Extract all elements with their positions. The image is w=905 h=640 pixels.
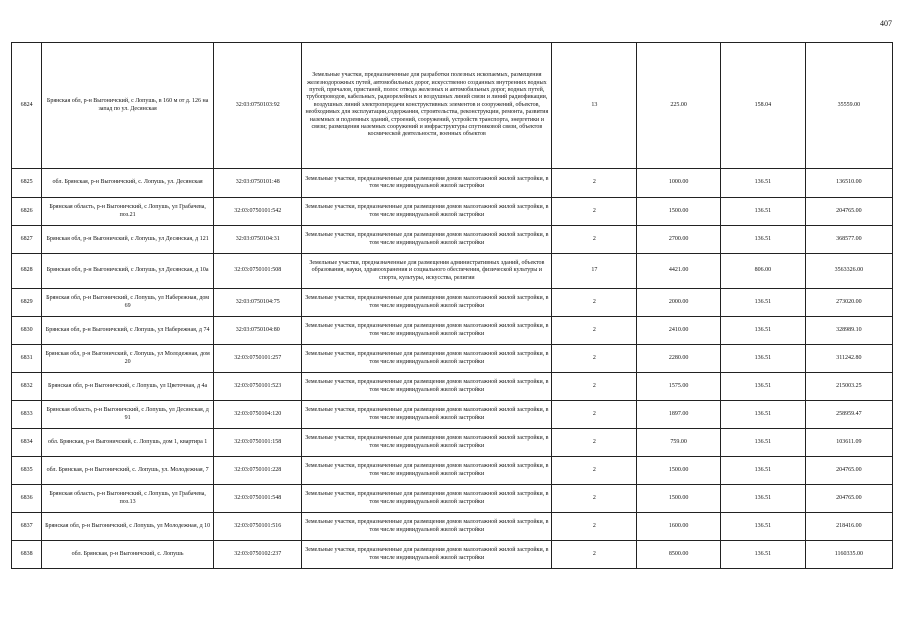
use-group-cell: 17 — [552, 254, 637, 289]
row-number-cell: 6828 — [12, 254, 42, 289]
table-row — [12, 317, 893, 345]
cadastral-number-cell: 32:03:0750101:523 — [214, 373, 302, 401]
specific-value-cell: 136.51 — [721, 457, 806, 485]
cadastral-value-cell: 311242.80 — [805, 345, 892, 373]
land-use-cell: Земельные участки, предназначенные для размещения домов малоэтажной жилой застройки, в том числе индивидуальной жилой застройки — [302, 226, 552, 254]
area-cell: 1600.00 — [637, 513, 721, 541]
land-use-cell: Земельные участки, предназначенные для разработки полезных ископаемых, размещения железнодорожных путей, автомобильных дорог, искусственно созданных внутренних водных путей, причалов, пристаней, полос отвода железных и автомобильных дорог, водных путей, трубопроводов, кабельных, радиорелейных и воздушных линий связи и линий радиофикации, воздушных линий электропередачи конструктивных элементов и сооружений, объектов, необходимых для эксплуатации,содержания, строительства, реконструкции, ремонта, развития наземных и подземных зданий, строений, сооружений, устройств транспорта, энергетики и связи; размещения наземных сооружений и инфраструктуры спутниковой связи, объектов космической деятельности, военных объектов — [302, 43, 552, 169]
cadastral-value-cell: 328989.10 — [805, 317, 892, 345]
cadastral-number-cell: 32:03:0750104:75 — [214, 289, 302, 317]
land-use-cell: Земельные участки, предназначенные для размещения домов малоэтажной жилой застройки, в том числе индивидуальной жилой застройки — [302, 317, 552, 345]
cadastral-value-cell: 204765.00 — [805, 457, 892, 485]
cadastral-value-cell: 368577.00 — [805, 226, 892, 254]
table-row — [12, 513, 893, 541]
area-cell: 2410.00 — [637, 317, 721, 345]
cadastral-number-cell: 32:03:0750101:516 — [214, 513, 302, 541]
specific-value-cell: 136.51 — [721, 485, 806, 513]
use-group-cell: 2 — [552, 401, 637, 429]
use-group-cell: 2 — [552, 429, 637, 457]
area-cell: 1500.00 — [637, 457, 721, 485]
address-cell: Брянская обл, р-н Выгоничский, с Лопушь, ул Набережная, дом 69 — [42, 289, 214, 317]
cadastral-value-cell: 3563326.00 — [805, 254, 892, 289]
use-group-cell: 13 — [552, 43, 637, 169]
area-cell: 225.00 — [637, 43, 721, 169]
row-number-cell: 6833 — [12, 401, 42, 429]
use-group-cell: 2 — [552, 373, 637, 401]
table-row — [12, 373, 893, 401]
specific-value-cell: 136.51 — [721, 226, 806, 254]
cadastral-value-cell: 35559.00 — [805, 43, 892, 169]
table-row — [12, 457, 893, 485]
row-number-cell: 6831 — [12, 345, 42, 373]
land-use-cell: Земельные участки, предназначенные для размещения домов малоэтажной жилой застройки, в том числе индивидуальной жилой застройки — [302, 373, 552, 401]
land-use-cell: Земельные участки, предназначенные для размещения домов малоэтажной жилой застройки, в том числе индивидуальной жилой застройки — [302, 345, 552, 373]
cadastral-number-cell: 32:03:0750101:257 — [214, 345, 302, 373]
table-row — [12, 429, 893, 457]
row-number-cell: 6830 — [12, 317, 42, 345]
table-row — [12, 401, 893, 429]
row-number-cell: 6824 — [12, 43, 42, 169]
cadastral-value-cell: 103611.09 — [805, 429, 892, 457]
use-group-cell: 2 — [552, 198, 637, 226]
cadastral-value-cell: 204765.00 — [805, 198, 892, 226]
address-cell: Брянская обл, р-н Выгоничский, с Лопушь, ул Цветочная, д 4а — [42, 373, 214, 401]
row-number-cell: 6836 — [12, 485, 42, 513]
cadastral-number-cell: 32:03:0750103:92 — [214, 43, 302, 169]
row-number-cell: 6826 — [12, 198, 42, 226]
specific-value-cell: 136.51 — [721, 345, 806, 373]
specific-value-cell: 806.00 — [721, 254, 806, 289]
land-use-cell: Земельные участки, предназначенные для размещения домов малоэтажной жилой застройки, в том числе индивидуальной жилой застройки — [302, 457, 552, 485]
address-cell: Брянская обл, р-н Выгоничский, с Лопушь, ул Десянская, д 10а — [42, 254, 214, 289]
cadastral-number-cell: 32:03:0750102:237 — [214, 541, 302, 569]
specific-value-cell: 158.04 — [721, 43, 806, 169]
area-cell: 759.00 — [637, 429, 721, 457]
specific-value-cell: 136.51 — [721, 401, 806, 429]
address-cell: Брянская обл, р-н Выгоничский, с Лопушь, ул Молодежная, дом 20 — [42, 345, 214, 373]
use-group-cell: 2 — [552, 485, 637, 513]
specific-value-cell: 136.51 — [721, 373, 806, 401]
area-cell: 1500.00 — [637, 198, 721, 226]
address-cell: Брянская обл, р-н Выгоничский, с Лопушь, ул Набережная, д 74 — [42, 317, 214, 345]
cadastral-number-cell: 32:03:0750104:120 — [214, 401, 302, 429]
row-number-cell: 6838 — [12, 541, 42, 569]
table-row — [12, 345, 893, 373]
use-group-cell: 2 — [552, 169, 637, 198]
address-cell: Брянская обл, р-н Выгоничский, с Лопушь, в 160 м от д. 126 на запад по ул. Десянская — [42, 43, 214, 169]
cadastral-number-cell: 32:03:0750104:80 — [214, 317, 302, 345]
area-cell: 8500.00 — [637, 541, 721, 569]
land-use-cell: Земельные участки, предназначенные для размещения домов малоэтажной жилой застройки, в том числе индивидуальной жилой застройки — [302, 429, 552, 457]
table-row — [12, 541, 893, 569]
area-cell: 2280.00 — [637, 345, 721, 373]
cadastral-value-cell: 258959.47 — [805, 401, 892, 429]
cadastral-value-cell: 218416.00 — [805, 513, 892, 541]
specific-value-cell: 136.51 — [721, 289, 806, 317]
land-use-cell: Земельные участки, предназначенные для размещения домов малоэтажной жилой застройки, в том числе индивидуальной жилой застройки — [302, 289, 552, 317]
specific-value-cell: 136.51 — [721, 169, 806, 198]
specific-value-cell: 136.51 — [721, 198, 806, 226]
cadastral-number-cell: 32:03:0750101:508 — [214, 254, 302, 289]
use-group-cell: 2 — [552, 541, 637, 569]
use-group-cell: 2 — [552, 457, 637, 485]
address-cell: Брянская обл, р-н Выгоничский, с Лопушь, ул Молодежная, д 10 — [42, 513, 214, 541]
land-use-cell: Земельные участки, предназначенные для размещения домов малоэтажной жилой застройки, в том числе индивидуальной жилой застройки — [302, 401, 552, 429]
area-cell: 2000.00 — [637, 289, 721, 317]
address-cell: Брянская область, р-н Выгоничский, с Лопушь, ул Десянская, д 91 — [42, 401, 214, 429]
address-cell: обл. Брянская, р-н Выгоничский, с. Лопушь, дом 1, квартира 1 — [42, 429, 214, 457]
row-number-cell: 6835 — [12, 457, 42, 485]
table-row — [12, 226, 893, 254]
area-cell: 1000.00 — [637, 169, 721, 198]
area-cell: 2700.00 — [637, 226, 721, 254]
table-row — [12, 485, 893, 513]
page-number: 407 — [880, 19, 892, 28]
land-use-cell: Земельные участки, предназначенные для размещения домов малоэтажной жилой застройки, в том числе индивидуальной жилой застройки — [302, 485, 552, 513]
cadastral-value-cell: 204765.00 — [805, 485, 892, 513]
cadastral-number-cell: 32:03:0750101:158 — [214, 429, 302, 457]
cadastral-number-cell: 32:03:0750101:228 — [214, 457, 302, 485]
row-number-cell: 6829 — [12, 289, 42, 317]
row-number-cell: 6832 — [12, 373, 42, 401]
land-use-cell: Земельные участки, предназначенные для размещения домов малоэтажной жилой застройки, в том числе индивидуальной жилой застройки — [302, 198, 552, 226]
cadastral-number-cell: 32:03:0750101:548 — [214, 485, 302, 513]
land-use-cell: Земельные участки, предназначенные для размещения домов малоэтажной жилой застройки, в том числе индивидуальной жилой застройки — [302, 541, 552, 569]
address-cell: обл. Брянская, р-н Выгоничский, с. Лопушь, ул. Десянская — [42, 169, 214, 198]
cadastral-value-cell: 1160335.00 — [805, 541, 892, 569]
table-row — [12, 43, 893, 169]
use-group-cell: 2 — [552, 226, 637, 254]
cadastral-number-cell: 32:03:0750101:48 — [214, 169, 302, 198]
address-cell: Брянская область, р-н Выгоничский, с Лопушь, ул Грабачева, поз.21 — [42, 198, 214, 226]
row-number-cell: 6827 — [12, 226, 42, 254]
address-cell: обл. Брянская, р-н Выгоничский, с. Лопушь — [42, 541, 214, 569]
land-use-cell: Земельные участки, предназначенные для размещения домов малоэтажной жилой застройки, в том числе индивидуальной жилой застройки — [302, 513, 552, 541]
specific-value-cell: 136.51 — [721, 513, 806, 541]
area-cell: 1500.00 — [637, 485, 721, 513]
cadastral-number-cell: 32:03:0750101:542 — [214, 198, 302, 226]
land-registry-table — [11, 42, 893, 569]
land-use-cell: Земельные участки, предназначенные для размещения домов малоэтажной жилой застройки, в том числе индивидуальной жилой застройки — [302, 169, 552, 198]
cadastral-value-cell: 136510.00 — [805, 169, 892, 198]
address-cell: Брянская область, р-н Выгоничский, с Лопушь, ул Грабачева, поз.13 — [42, 485, 214, 513]
cadastral-value-cell: 273020.00 — [805, 289, 892, 317]
use-group-cell: 2 — [552, 513, 637, 541]
area-cell: 4421.00 — [637, 254, 721, 289]
area-cell: 1897.00 — [637, 401, 721, 429]
address-cell: Брянская обл, р-н Выгоничский, с Лопушь, ул Десянская, д 121 — [42, 226, 214, 254]
row-number-cell: 6834 — [12, 429, 42, 457]
table-row — [12, 169, 893, 198]
specific-value-cell: 136.51 — [721, 317, 806, 345]
table-row — [12, 198, 893, 226]
specific-value-cell: 136.51 — [721, 541, 806, 569]
address-cell: обл. Брянская, р-н Выгоничский, с. Лопушь, ул. Молодежная, 7 — [42, 457, 214, 485]
cadastral-value-cell: 215003.25 — [805, 373, 892, 401]
table-row — [12, 254, 893, 289]
cadastral-number-cell: 32:03:0750104:31 — [214, 226, 302, 254]
land-use-cell: Земельные участки, предназначенные для размещения административных зданий, объектов образования, науки, здравоохранения и социального обеспечения, физической культуры и спорта, культуры, искусства, религии — [302, 254, 552, 289]
use-group-cell: 2 — [552, 317, 637, 345]
area-cell: 1575.00 — [637, 373, 721, 401]
table-body — [12, 43, 893, 569]
table-row — [12, 289, 893, 317]
row-number-cell: 6825 — [12, 169, 42, 198]
row-number-cell: 6837 — [12, 513, 42, 541]
specific-value-cell: 136.51 — [721, 429, 806, 457]
use-group-cell: 2 — [552, 289, 637, 317]
use-group-cell: 2 — [552, 345, 637, 373]
